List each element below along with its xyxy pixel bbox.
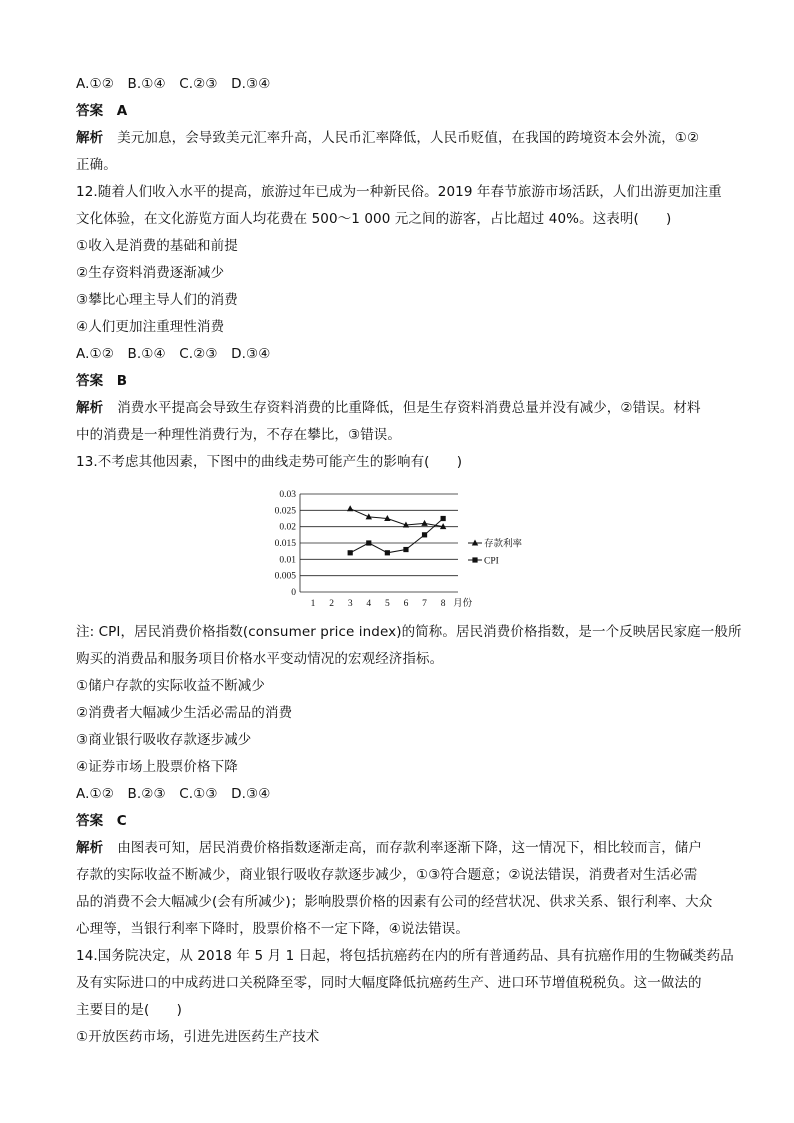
analysis-label: 解析 xyxy=(76,400,104,416)
analysis-label: 解析 xyxy=(76,130,104,146)
q12-stem-cont: 文化体验，在文化游览方面人均花费在 500～1 000 元之间的游客，占比超过 40%。这表明( ) xyxy=(76,211,672,227)
q13-analysis-cont-2: 品的消费不会大幅减少(会有所减少)；影响股票价格的因素有公司的经营状况、供求关系、银行利率、大众 xyxy=(76,894,713,910)
q12-answer: 答案 B xyxy=(76,373,128,389)
analysis-text: 消费水平提高会导致生存资料消费的比重降低，但是生存资料消费总量并没有减少，②错误。材料 xyxy=(117,400,701,416)
y-tick-label: 0 xyxy=(291,588,296,598)
q13-item-4: ④证券市场上股票价格下降 xyxy=(76,759,238,775)
q13-item-1: ①储户存款的实际收益不断减少 xyxy=(76,678,266,694)
q13-note: 注: CPI，居民消费价格指数(consumer price index)的简称。居民消费价格指数，是一个反映居民家庭一般所 xyxy=(76,624,742,640)
q13-answer: 答案 C xyxy=(76,813,127,829)
q11-analysis-cont: 正确。 xyxy=(76,157,117,173)
chart-series xyxy=(347,505,446,555)
q12-item-1: ①收入是消费的基础和前提 xyxy=(76,238,238,254)
legend-marker-square xyxy=(472,557,477,562)
q11-options: A.①② B.①④ C.②③ D.③④ xyxy=(76,76,271,92)
data-point-triangle xyxy=(347,505,353,511)
y-tick-label: 0.005 xyxy=(274,571,296,582)
q13-item-3: ③商业银行吸收存款逐步减少 xyxy=(76,732,252,748)
x-tick-label: 5 xyxy=(384,599,390,609)
data-point-square xyxy=(385,550,390,555)
q11-answer: 答案 A xyxy=(76,103,128,119)
series-line-1 xyxy=(350,509,443,527)
x-tick-label: 4 xyxy=(366,599,372,609)
q13-analysis-cont-1: 存款的实际收益不断减少，商业银行吸收存款逐步减少，①③符合题意；②说法错误，消费者对生活必需 xyxy=(76,867,698,883)
q13-stem: 13.不考虑其他因素，下图中的曲线走势可能产生的影响有( ) xyxy=(76,454,463,470)
x-tick-label: 1 xyxy=(310,599,316,609)
legend-label: 存款利率 xyxy=(484,539,523,550)
data-point-square xyxy=(441,516,446,521)
legend-label: CPI xyxy=(484,556,499,567)
y-tick-label: 0.01 xyxy=(279,555,296,566)
series-line-2 xyxy=(350,519,443,553)
q11-analysis xyxy=(76,130,699,146)
y-tick-label: 0.025 xyxy=(274,506,296,517)
q12-stem: 12.随着人们收入水平的提高，旅游过年已成为一种新民俗。2019 年春节旅游市场活跃，人们出游更加注重 xyxy=(76,184,722,200)
analysis-label: 解析 xyxy=(76,840,104,856)
q12-analysis-cont: 中的消费是一种理性消费行为，不存在攀比，③错误。 xyxy=(76,427,402,443)
x-tick-label: 6 xyxy=(403,599,409,609)
x-tick-label: 2 xyxy=(329,599,334,609)
data-point-square xyxy=(366,540,371,545)
x-axis-label: 月份 xyxy=(453,599,473,609)
q13-options: A.①② B.②③ C.①③ D.③④ xyxy=(76,786,271,802)
q14-item-1: ①开放医药市场，引进先进医药生产技术 xyxy=(76,1029,320,1045)
q14-stem-cont-2: 主要目的是( ) xyxy=(76,1002,182,1018)
q14-stem-cont-1: 及有实际进口的中成药进口关税降至零，同时大幅度降低抗癌药生产、进口环节增值税税负。这一做法的 xyxy=(76,975,702,991)
chart-axes xyxy=(275,490,473,609)
data-point-square xyxy=(422,532,427,537)
q14-stem: 14.国务院决定，从 2018 年 5 月 1 日起，将包括抗癌药在内的所有普通药品、具有抗癌作用的生物碱类药品 xyxy=(76,948,734,964)
q12-item-3: ③攀比心理主导人们的消费 xyxy=(76,292,238,308)
q12-item-4: ④人们更加注重理性消费 xyxy=(76,319,225,335)
analysis-text: 由图表可知，居民消费价格指数逐渐走高，而存款利率逐渐下降，这一情况下，相比较而言，储户 xyxy=(117,840,703,856)
q13-note-cont: 购买的消费品和服务项目价格水平变动情况的宏观经济指标。 xyxy=(76,651,444,667)
q12-options: A.①② B.①④ C.②③ D.③④ xyxy=(76,346,271,362)
data-point-square xyxy=(403,547,408,552)
chart-grid xyxy=(300,494,458,592)
x-tick-label: 7 xyxy=(422,599,427,609)
y-tick-label: 0.03 xyxy=(279,490,296,500)
data-point-triangle xyxy=(421,520,427,526)
q13-item-2: ②消费者大幅减少生活必需品的消费 xyxy=(76,705,293,721)
q12-item-2: ②生存资料消费逐渐减少 xyxy=(76,265,225,281)
y-tick-label: 0.02 xyxy=(279,522,296,533)
chart-legend xyxy=(468,538,523,567)
q13-analysis xyxy=(76,840,702,856)
y-tick-label: 0.015 xyxy=(274,539,296,549)
x-tick-label: 3 xyxy=(347,599,353,609)
q13-analysis-cont-3: 心理等，当银行利率下降时，股票价格不一定下降，④说法错误。 xyxy=(76,921,470,937)
x-tick-label: 8 xyxy=(440,599,446,609)
analysis-text: 美元加息，会导致美元汇率升高，人民币汇率降低，人民币贬值，在我国的跨境资本会外流，①② xyxy=(117,130,700,146)
chart-cpi-deposit-rate xyxy=(258,486,558,616)
data-point-square xyxy=(348,550,353,555)
q12-analysis xyxy=(76,400,701,416)
